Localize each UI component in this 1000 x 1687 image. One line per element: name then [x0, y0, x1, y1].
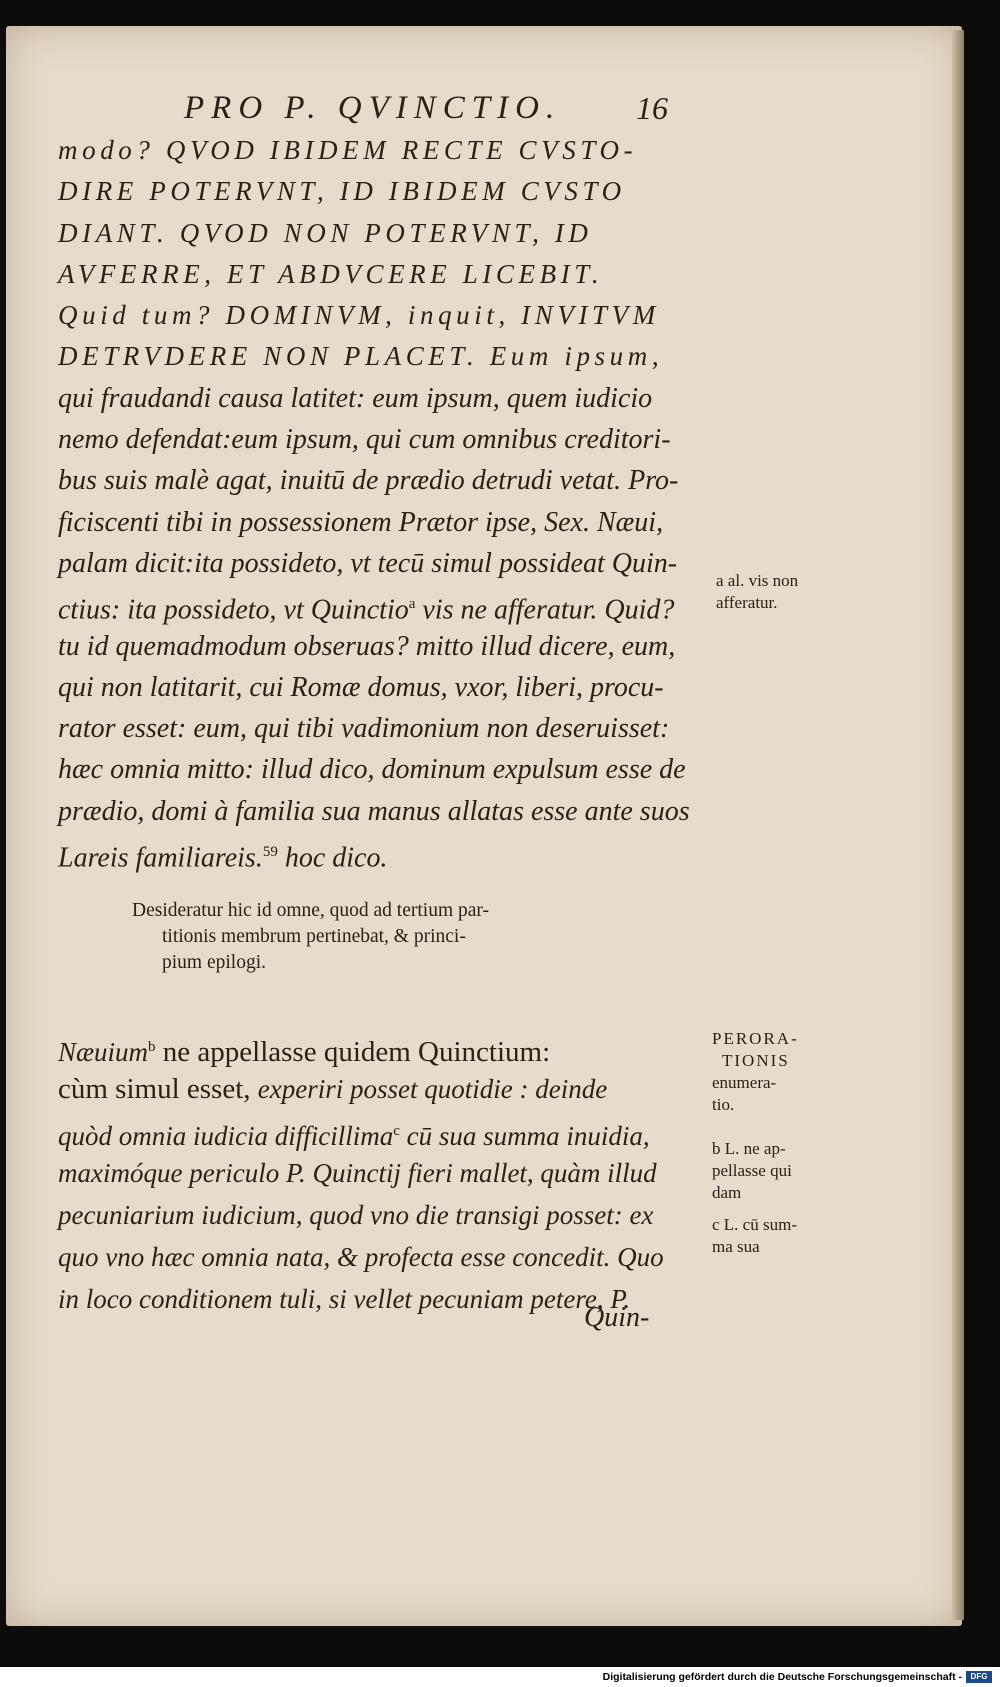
- line-text: rator esset: eum, qui tibi vadimonium non deseruisset:: [58, 713, 670, 745]
- footer-bar: [0, 1667, 1000, 1687]
- line-text: ficiscenti tibi in possessionem Prætor ipse, Sex. Næui,: [58, 506, 664, 538]
- text-line: [58, 791, 708, 832]
- line-text: DETRVDERE NON PLACET. Eum ipsum,: [58, 341, 664, 372]
- line-text: maximóque periculo P. Quinctij fieri mallet, quàm illud: [58, 1158, 657, 1188]
- main-text-block: [58, 130, 708, 873]
- text-line: [58, 1026, 708, 1068]
- line-text: quòd omnia iudicia difficillima: [58, 1121, 394, 1151]
- text-line: [58, 1068, 708, 1110]
- line-text-cont: hoc dico.: [277, 842, 388, 874]
- footnote-marker: b: [148, 1039, 156, 1055]
- line-text: quo vno hæc omnia nata, & profecta esse concedit. Quo: [58, 1242, 664, 1272]
- line-text-roman: cùm simul esset,: [58, 1073, 258, 1105]
- page-number: 16: [636, 90, 668, 126]
- text-line: [58, 626, 708, 667]
- text-line: [58, 584, 708, 625]
- line-text: modo? QVOD IBIDEM RECTE CVSTO-: [58, 135, 638, 165]
- text-line: [58, 667, 708, 708]
- text-line: [58, 1236, 708, 1278]
- editor-note-line: Desideratur hic id omne, quod ad tertium par-: [132, 900, 489, 921]
- line-text: DIRE POTERVNT, ID IBIDEM CVSTO: [58, 176, 626, 207]
- margin-note-c: c L. cū sum- ma sua: [712, 1215, 797, 1256]
- text-line: [58, 254, 708, 295]
- text-line: [58, 378, 708, 419]
- text-line: [58, 130, 708, 171]
- text-line: [58, 1194, 708, 1236]
- line-text: hæc omnia mitto: illud dico, dominum expulsum esse de: [58, 754, 686, 786]
- text-line: [58, 171, 708, 212]
- line-text-roman: ne appellasse quidem Quinctium:: [155, 1036, 551, 1068]
- line-text: bus suis malè agat, inuitū de prædio detrudi vetat. Pro-: [58, 465, 679, 497]
- line-text-cont: vis ne afferatur. Quid?: [415, 594, 675, 626]
- footnote-marker: 59: [262, 844, 278, 861]
- catchword: Quin-: [584, 1302, 650, 1333]
- editor-note: [132, 898, 672, 976]
- line-text: palam dicit:ita possideto, vt tecū simul possideat Quin-: [58, 547, 678, 579]
- line-text: qui fraudandi causa latitet: eum ipsum, quem iudicio: [58, 382, 653, 414]
- text-line: [58, 1110, 708, 1152]
- text-line: [58, 1152, 708, 1194]
- editor-note-line: titionis membrum pertinebat, & princi-: [162, 926, 466, 947]
- line-text: prædio, domi à familia sua manus allatas esse ante suos: [58, 795, 690, 827]
- line-text: pecuniarium iudicium, quod vno die transigi posset: ex: [58, 1200, 654, 1230]
- line-text: DIANT. QVOD NON POTERVNT, ID: [58, 217, 593, 248]
- line-text: experiri posset quotidie : deinde: [257, 1074, 608, 1104]
- text-line: [58, 460, 708, 501]
- text-line: [58, 419, 708, 460]
- margin-note-b: b L. ne ap- pellasse qui dam: [712, 1139, 792, 1202]
- text-line: [58, 336, 708, 377]
- editor-note-line: pium epilogi.: [162, 952, 266, 973]
- text-line: [58, 295, 708, 336]
- page-edge: [952, 30, 964, 1620]
- text-line: [58, 502, 708, 543]
- line-text: ctius: ita possideto, vt Quinctio: [58, 594, 409, 626]
- line-text: Quid tum? DOMINVM, inquit, INVITVM: [58, 300, 660, 331]
- text-line: [58, 749, 708, 790]
- line-text-cont: cū sua summa inuidia,: [399, 1121, 650, 1151]
- text-line: [58, 543, 708, 584]
- text-line: [58, 832, 708, 873]
- text-line: [58, 213, 708, 254]
- running-head: PRO P. QVINCTIO.: [184, 90, 562, 126]
- dfg-logo: DFG: [966, 1671, 992, 1683]
- line-text: AVFERRE, ET ABDVCERE LICEBIT.: [58, 258, 604, 289]
- line-text: Lareis familiareis.: [58, 842, 263, 874]
- footer-credit: Digitalisierung gefördert durch die Deutsche Forschungsgemeinschaft -: [602, 1671, 962, 1683]
- line-text: in loco conditionem tuli, si vellet pecuniam petere, P.: [58, 1284, 631, 1314]
- line-text: nemo defendat:eum ipsum, qui cum omnibus creditori-: [58, 424, 671, 456]
- margin-note-a: a al. vis non afferatur.: [716, 571, 799, 612]
- footnote-marker: a: [408, 596, 416, 613]
- line-text: tu id quemadmodum obseruas? mitto illud dicere, eum,: [58, 630, 676, 662]
- line-text: Næuium: [58, 1037, 149, 1067]
- text-line: [58, 708, 708, 749]
- peroration-text-block: [58, 1026, 708, 1320]
- footnote-marker: c: [393, 1123, 400, 1139]
- margin-note-peroratio: PERORA- TIONIS enumera- tio.: [712, 1029, 799, 1114]
- line-text: qui non latitarit, cui Romæ domus, vxor, liberi, procu-: [58, 671, 664, 703]
